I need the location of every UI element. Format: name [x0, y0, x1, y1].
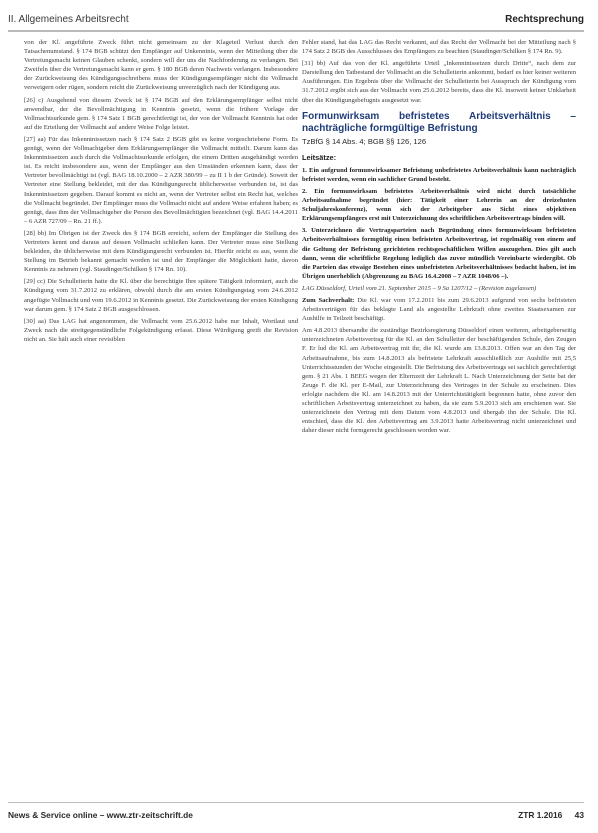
decision-citation: TzBfG § 14 Abs. 4; BGB §§ 126, 126 — [302, 136, 427, 146]
sachverhalt-paragraph: Am 4.8.2013 übersandte die zuständige Bezirksregierung Düsseldorf einen weiteren, arbeitgeberseitig unterzeichneten Arbeitsvertrag für die Kl. an den Schulleiter der beschäftigenden Schule, den Zeugen F. Er lud die Kl. am Arbeitsvertrag mit ihr, die Kl. wurde am 13.8.2013. Offen war an den Tag der Arbeitsaufnahme, bis zum 14.8.2013 als befristete Lehrkraft ausschließlich zur Aushilfe mit 25,5 Unterrichtsstunden der Woche eingestellt. Die Befristung des Arbeitsvertrags sei sachlich gerechtfertigt gem. § 21 Abs. 1 BEEG wegen der Elternzeit der Lehrkraft L. Nach Unterzeichnung der Seite bat der Zeuge F. die Kl. per E-Mail, zur Unterzeichnung des Vertrages in der Schule zu erscheinen. Dies erfolgte nachdem die Kl. am 14.8.2013 mit der Unterrichtstätigkeit begonnen hatte, ohne zuvor den schriftlichen Arbeitsvertrag unterzeichnet zu haben, da sie zum 5.9.2013 sich am erschienen war. Sie unterzeichnete den Vertrag mit dem Datum vom 4.8.2013 und übergab ihn der Schule. Die Kl. entschied, dass die Kl. den Arbeitsvertrag am 3.9.2013 hatte Arbeitsvertrag nicht unterzeichnet und daher dieser nicht formgerecht geschlossen worden war. — [302, 327, 576, 435]
header-section-title: II. Allgemeines Arbeitsrecht — [8, 14, 129, 25]
left-paragraph: [27] aa) Für das Inkenntnissetzen nach § 174 Satz 2 BGB gibt es keine vorgeschriebene Form. Es genügt, wenn der Vollmachtgeber dem Erklärungsempfänger die Vollmacht mitteilt. Darum kann das Inkenntnissetzen auch durch die Vollmachtsurkunde erfolgen, die einem Dritten ausgehändigt worden ist. Es reicht insbesondere aus, wenn der Empfänger aus den Umständen erkennen kann, dass der Vertreter bevollmächtigt ist (vgl. BAG 18.10.2000 – 2 AZR 380/99 – zu II 1 b der Gründe). Soweit der Vertreter eine Stellung bekleidet, mit der das Kündigungsrecht üblicherweise verbunden ist, ist das Inkenntnissetzen gegeben. Darauf kommt es nicht an, wenn der Vertreter selbst ein Recht hat, welches die Vollmacht begründet. Der Empfänger muss die Vollmacht nicht auf andere Weise erfahren haben; es genügt, dass ihm der Vollmachtgeber die Person des Bevollmächtigten bezeichnet (vgl. BAG 14.4.2011 – 6 AZR 727/09 – Rn. 21 ff.). — [24, 135, 298, 225]
court-reference: LAG Düsseldorf, Urteil vom 21. September 2015 – 9 Sa 1207/12 – (Revision zugelassen) — [302, 284, 537, 292]
leitsatz-item: 3. Unterzeichnen die Vertragsparteien nach Begründung eines formunwirksam befristeten Arbeitsverhältnisses formgültig einen befristeten Arbeitsvertrag, ist regelmäßig von einem auf die Geltung der Befristung gerichteten rechtsgeschäftlichen Willen auszugehen. Dies gilt auch dann, wenn die schriftliche Regelung lediglich das zuvor mündlich Vereinbarte wiedergibt. Ob die Parteien das etwaige Bestehen eines unbefristeten Arbeitsverhältnisses bedacht haben, ist im Übrigen unerheblich (Abgrenzung zu BAG 16.4.2008 – 7 AZR 1048/06 –). — [302, 227, 576, 280]
left-paragraph: [28] bb) Im Übrigen ist der Zweck des § 174 BGB erreicht, sofern der Empfänger die Stellung des Vertreters kennt und daraus auf dessen Vollmacht schließen kann. Der Vertreter muss eine Stellung bekleiden, die üblicherweise mit dem Kündigungsrecht verbunden ist. Hierfür reicht es aus, wenn die Stellung im Betrieb bekannt gemacht worden ist und der Empfänger die Möglichkeit hatte, davon Kenntnis zu nehmen (vgl. Staudinger/Schilken § 174 Rn. 10). — [24, 229, 298, 274]
page-footer — [8, 809, 584, 823]
sachverhalt-title: Zum Sachverhalt: — [302, 296, 355, 304]
header-category: Rechtsprechung — [505, 14, 584, 25]
leitsatz-item: 2. Ein formunwirksam befristetes Arbeitsverhältnis wird nicht durch tatsächliche Arbeitsaufnahme begründet (hier: Tätigkeit einer Lehrerin an der dreizehnten Schuljahreskonferenz), wenn sich der Arbeitgeber aus Sicht eines objektiven Erklärungsempfängers erst mit Unterzeichnung des schriftlichen Arbeitsvertrags binden will. — [302, 187, 576, 223]
left-column — [24, 38, 298, 798]
page-number: 43 — [574, 810, 584, 820]
left-paragraph: [29] cc) Die Schulleiterin hatte die Kl. über die berechtigte Ihre spätere Tätigkeit informiert, auch die Kündigung vom 31.7.2012 zu erklären, obwohl durch die am ersten Kündigungstag vom 24.6.2012 angefügte Vollmacht und vom 19.6.2012 in Kenntnis gesetzt. Die Zurückweisung der ersten Kündigung war darum gem. § 174 Satz 2 BGB ausgeschlossen. — [24, 278, 298, 313]
right-column — [302, 38, 576, 798]
footer-publisher: News & Service online – www.ztr-zeitschrift.de — [8, 810, 193, 820]
footer-issue-block — [518, 810, 584, 820]
footer-issue: ZTR 1.2016 — [518, 810, 563, 820]
decision-heading: Formunwirksam befristetes Arbeitsverhältnis – nachträgliche formgültige Befristung — [302, 110, 576, 134]
left-paragraph: von der Kl. angeführte Zweck führt nicht gemeinsam zu der Klageteil Verlust durch den Tatsachenumstand. § 174 BGB schützt den Empfänger auf Unkenntnis, wenn der Mitteilung über die Vertretungsmacht keinen Glauben schenkt, sondern will der uns die Nachforderung zu verlangen. Bei Zweifeln über die Vertretungsmacht kann er gem. § 180 BGB deren Nachweis verlangen. Insbesondere der Zurückweisung des Kündigungsschreibens muss der Kündigungsempfänger nicht die Vollmacht verweigern oder rügen, sondern reicht die Zurückweisung unverzüglich nach der Kündigung aus. — [24, 39, 298, 92]
sachverhalt-paragraph — [302, 296, 576, 323]
leitsaetze-label: Leitsätze: — [302, 152, 337, 162]
right-intro-paragraph: [31] bb) Auf das von der Kl. angeführte Urteil „Inkenntnissetzen durch Dritte“, nach dem zur Darstellung den Tatbestand der Vollmacht an die Schulleiterin ankommt, bedarf es hier keiner weiteren Ausführungen. Ein Ergebnis über die Vollmacht der Schulleiterin bei Ausspruch der Kündigung vom 31.7.2012 ergibt sich aus der Vollmacht vom 25.6.2012 bereits, dass die Kl. insoweit keiner Unklarheit über die Kündigungsbefugnis ausgesetzt war. — [302, 60, 576, 104]
sachverhalt-text: Die Kl. war vom 17.2.2011 bis zum 29.6.2013 aufgrund von sechs befristeten Arbeitsverträgen für das beklagte Land als angestellte Lehrkraft ohne zweites Staatsexamen zur Aushilfe in Teilzeit beschäftigt. — [302, 296, 576, 323]
leitsatz-item: 1. Ein aufgrund formunwirksamer Befristung unbefristetes Arbeitsverhältnis kann nachträglich befristet werden, wenn ein sachlicher Grund besteht. — [302, 166, 576, 183]
left-paragraph: [30] aa) Das LAG hat angenommen, die Vollmacht vom 25.6.2012 habe nur Inhalt, Wortlaut und Zweck nach die streitgegenständliche Folgekündigung erfasst. Diese Würdigung greift die Revision nicht an. Sie hält auch einer revisiblen — [24, 317, 298, 343]
right-intro-paragraph: Fehler stand, hat das LAG das Recht verkannt, auf das Recht der Vollmacht bei der Mitteilung nach § 174 Satz 2 BGB des Ausschlusses des Empfängers zu beachten (Staudinger/Schilken § 174 Rn. 9). — [302, 39, 576, 56]
left-paragraph: [26] c) Ausgehend von diesem Zweck ist § 174 BGB auf den Erklärungsempfänger selbst nicht anwendbar, der die Bevollmächtigung in Kenntnis gesetzt, wenn die frühere Vorlage der Vollmachtsurkunde gem. § 174 Satz 1 BGB gerechtfertigt ist, der von der Vollmacht Kenntnis hat oder auf die Erteilung der Vollmacht auf andere Weise Folge leistet. — [24, 96, 298, 131]
header-divider — [8, 30, 584, 32]
footer-divider — [8, 802, 584, 803]
page-header — [8, 10, 584, 30]
